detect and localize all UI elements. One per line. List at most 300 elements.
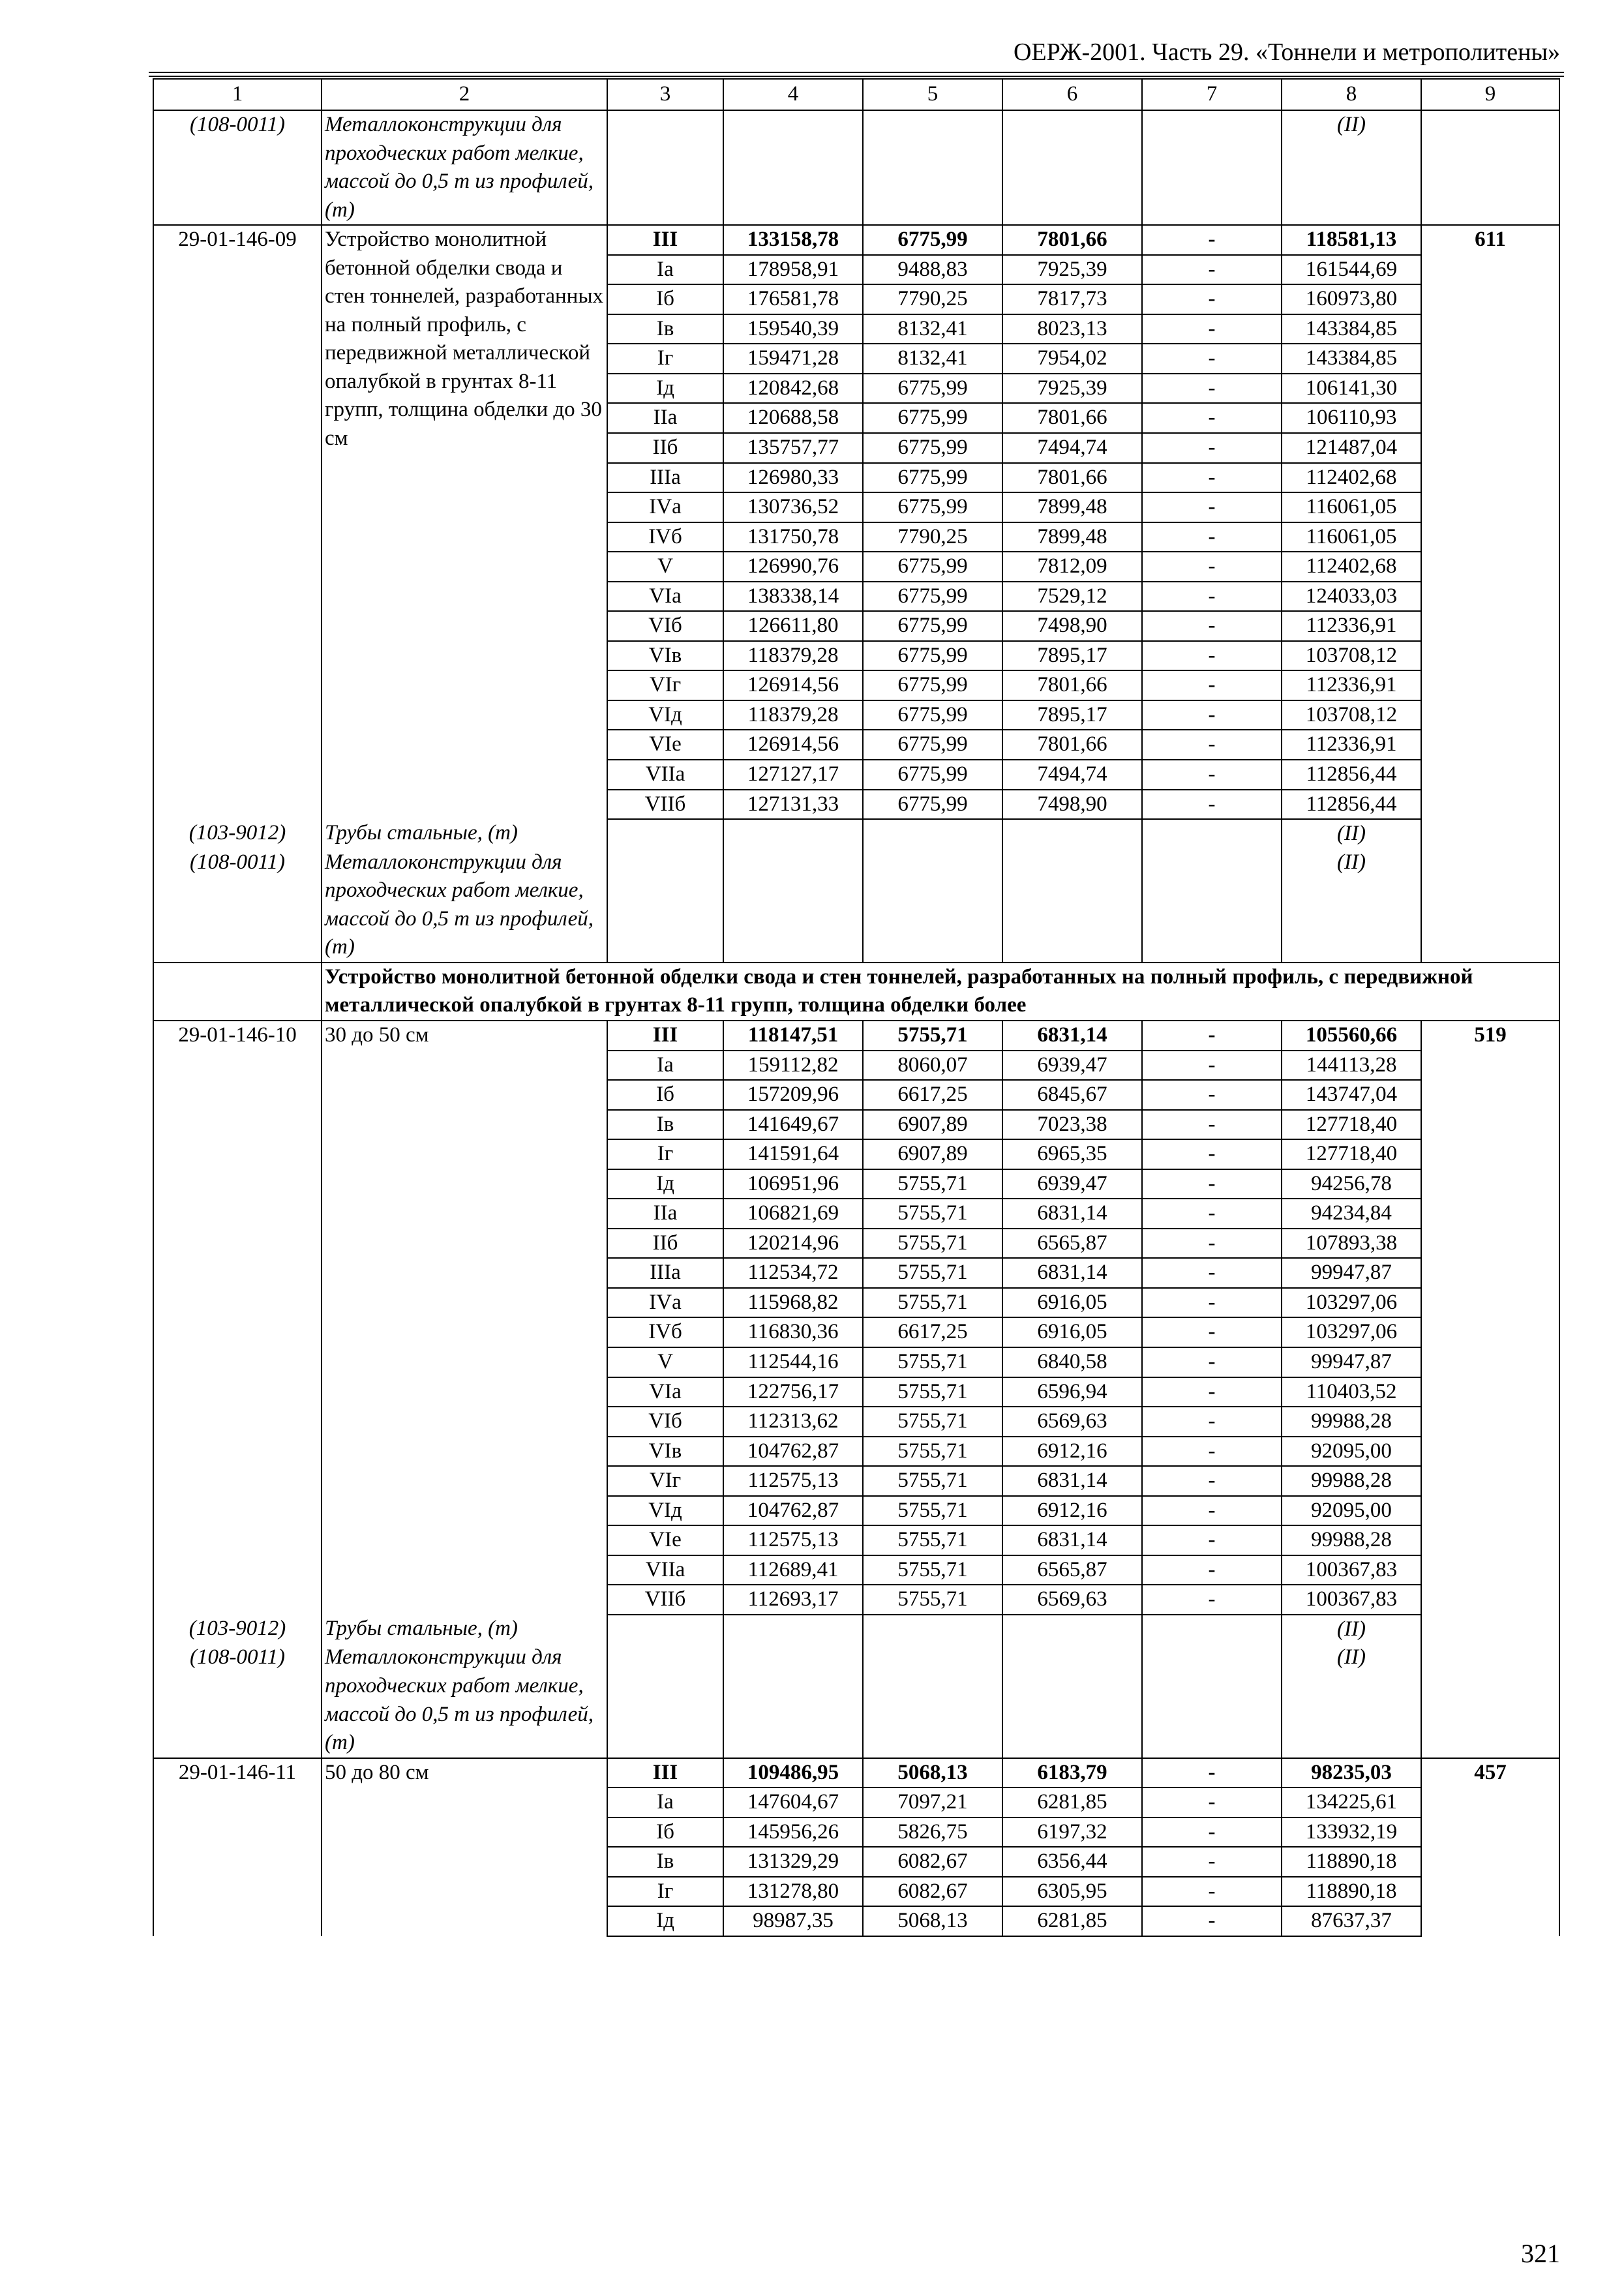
resource-row <box>153 848 1559 963</box>
wages: 6775,99 <box>863 433 1002 463</box>
materials-dash: - <box>1142 1877 1282 1907</box>
materials-dash: - <box>1142 611 1282 641</box>
wages: 6907,89 <box>863 1110 1002 1140</box>
wages: 5755,71 <box>863 1258 1002 1288</box>
materials: 103297,06 <box>1282 1317 1421 1347</box>
header-rule <box>149 76 1564 77</box>
total-cost: 104762,87 <box>723 1496 863 1526</box>
machines: 7529,12 <box>1002 582 1142 612</box>
total-cost: 130736,52 <box>723 492 863 522</box>
machines: 6912,16 <box>1002 1496 1142 1526</box>
resource-value: (II) <box>1282 848 1421 963</box>
total-cost: 157209,96 <box>723 1080 863 1110</box>
materials-dash: - <box>1142 641 1282 671</box>
column-number: 2 <box>322 79 607 110</box>
resource-description: Металлоконструкции для проходческих работ мелкие, массой до 0,5 т из профилей, (т) <box>322 1643 607 1758</box>
materials: 112402,68 <box>1282 463 1421 493</box>
wages: 6775,99 <box>863 730 1002 760</box>
wages: 5755,71 <box>863 1169 1002 1199</box>
wages: 5755,71 <box>863 1496 1002 1526</box>
materials-dash: - <box>1142 374 1282 404</box>
total-cost: 147604,67 <box>723 1788 863 1818</box>
region-zone: VIв <box>607 1437 723 1467</box>
page-header-title: ОЕРЖ-2001. Часть 29. «Тоннели и метрополитены» <box>1013 38 1560 66</box>
materials-dash: - <box>1142 1437 1282 1467</box>
wages: 5755,71 <box>863 1407 1002 1437</box>
total-cost: 126990,76 <box>723 552 863 582</box>
materials: 144113,28 <box>1282 1051 1421 1081</box>
materials: 100367,83 <box>1282 1585 1421 1615</box>
empty-cell <box>1421 1643 1559 1758</box>
materials: 87637,37 <box>1282 1906 1421 1936</box>
machines: 7817,73 <box>1002 284 1142 314</box>
total-cost: 127127,17 <box>723 760 863 790</box>
machines: 6965,35 <box>1002 1139 1142 1169</box>
machines: 6281,85 <box>1002 1906 1142 1936</box>
materials-dash: - <box>1142 700 1282 730</box>
empty-cell <box>607 1643 723 1758</box>
empty-cell <box>607 819 723 848</box>
empty-cell <box>1142 1615 1282 1644</box>
region-zone: VIд <box>607 700 723 730</box>
machines: 6831,14 <box>1002 1525 1142 1555</box>
machines: 7494,74 <box>1002 760 1142 790</box>
total-cost: 106821,69 <box>723 1199 863 1229</box>
total-cost: 159540,39 <box>723 314 863 344</box>
empty-cell <box>1002 1643 1142 1758</box>
wages: 6775,99 <box>863 582 1002 612</box>
norm-row <box>153 225 1559 255</box>
materials-dash: - <box>1142 1466 1282 1496</box>
resource-description: Трубы стальные, (т) <box>322 819 607 848</box>
total-cost: 109486,95 <box>723 1758 863 1788</box>
rate-description: 50 до 80 см <box>322 1758 607 1936</box>
total-cost: 178958,91 <box>723 255 863 285</box>
machines: 6569,63 <box>1002 1585 1142 1615</box>
region-zone: Iа <box>607 1788 723 1818</box>
column-number: 3 <box>607 79 723 110</box>
wages: 6775,99 <box>863 611 1002 641</box>
region-zone: IIб <box>607 433 723 463</box>
resource-row <box>153 110 1559 225</box>
machines: 6831,14 <box>1002 1199 1142 1229</box>
resource-value: (II) <box>1282 1615 1421 1644</box>
column-number: 9 <box>1421 79 1559 110</box>
region-zone: Iг <box>607 1877 723 1907</box>
materials: 99988,28 <box>1282 1466 1421 1496</box>
total-cost: 112544,16 <box>723 1347 863 1377</box>
total-cost: 118379,28 <box>723 700 863 730</box>
materials: 112336,91 <box>1282 670 1421 700</box>
wages: 5068,13 <box>863 1906 1002 1936</box>
wages: 6082,67 <box>863 1877 1002 1907</box>
machines: 6912,16 <box>1002 1437 1142 1467</box>
machines: 7895,17 <box>1002 641 1142 671</box>
wages: 6775,99 <box>863 552 1002 582</box>
total-cost: 135757,77 <box>723 433 863 463</box>
materials-dash: - <box>1142 1258 1282 1288</box>
materials: 94256,78 <box>1282 1169 1421 1199</box>
region-zone: V <box>607 1347 723 1377</box>
wages: 6617,25 <box>863 1317 1002 1347</box>
total-cost: 127131,33 <box>723 790 863 820</box>
materials: 116061,05 <box>1282 492 1421 522</box>
materials-dash: - <box>1142 463 1282 493</box>
region-zone: Iб <box>607 1818 723 1848</box>
materials: 143384,85 <box>1282 344 1421 374</box>
total-cost: 126914,56 <box>723 730 863 760</box>
empty-cell <box>723 1615 863 1644</box>
wages: 5755,71 <box>863 1377 1002 1407</box>
empty-cell <box>723 819 863 848</box>
materials-dash: - <box>1142 314 1282 344</box>
materials-dash: - <box>1142 730 1282 760</box>
region-zone: Iа <box>607 255 723 285</box>
region-zone: VIIб <box>607 1585 723 1615</box>
total-cost: 133158,78 <box>723 225 863 255</box>
region-zone: IIIа <box>607 463 723 493</box>
materials: 99988,28 <box>1282 1525 1421 1555</box>
region-zone: III <box>607 225 723 255</box>
materials-dash: - <box>1142 1585 1282 1615</box>
region-zone: IVб <box>607 1317 723 1347</box>
column-number: 4 <box>723 79 863 110</box>
materials: 121487,04 <box>1282 433 1421 463</box>
total-cost: 138338,14 <box>723 582 863 612</box>
region-zone: VIа <box>607 1377 723 1407</box>
machines: 7899,48 <box>1002 492 1142 522</box>
total-cost: 141591,64 <box>723 1139 863 1169</box>
machines: 6831,14 <box>1002 1466 1142 1496</box>
wages: 6775,99 <box>863 225 1002 255</box>
region-zone: VIе <box>607 730 723 760</box>
region-zone: IIб <box>607 1229 723 1259</box>
materials: 160973,80 <box>1282 284 1421 314</box>
region-zone: III <box>607 1021 723 1051</box>
total-cost: 118147,51 <box>723 1021 863 1051</box>
total-cost: 122756,17 <box>723 1377 863 1407</box>
region-zone: IVа <box>607 1288 723 1318</box>
total-cost: 112575,13 <box>723 1525 863 1555</box>
wages: 6617,25 <box>863 1080 1002 1110</box>
machines: 6565,87 <box>1002 1555 1142 1585</box>
column-number: 6 <box>1002 79 1142 110</box>
region-zone: Iд <box>607 1169 723 1199</box>
wages: 8132,41 <box>863 314 1002 344</box>
rate-code: 29-01-146-09 <box>153 225 322 819</box>
norms-table <box>153 78 1560 1937</box>
wages: 5755,71 <box>863 1288 1002 1318</box>
wages: 5755,71 <box>863 1199 1002 1229</box>
region-zone: Iд <box>607 1906 723 1936</box>
resource-value: (II) <box>1282 110 1421 225</box>
empty-cell <box>1142 819 1282 848</box>
materials: 103708,12 <box>1282 641 1421 671</box>
materials: 112336,91 <box>1282 730 1421 760</box>
region-zone: VIе <box>607 1525 723 1555</box>
column-number: 1 <box>153 79 322 110</box>
machines: 6845,67 <box>1002 1080 1142 1110</box>
empty-cell <box>1002 1615 1142 1644</box>
machines: 7801,66 <box>1002 225 1142 255</box>
empty-cell <box>723 1643 863 1758</box>
empty-cell <box>153 963 322 1021</box>
norm-row <box>153 1021 1559 1051</box>
resource-description: Металлоконструкции для проходческих работ мелкие, массой до 0,5 т из профилей, (т) <box>322 110 607 225</box>
resource-value: (II) <box>1282 819 1421 848</box>
region-zone: Iг <box>607 344 723 374</box>
total-cost: 112534,72 <box>723 1258 863 1288</box>
materials-dash: - <box>1142 1525 1282 1555</box>
materials-dash: - <box>1142 1199 1282 1229</box>
wages: 5755,71 <box>863 1555 1002 1585</box>
column-number: 8 <box>1282 79 1421 110</box>
region-zone: VIIа <box>607 760 723 790</box>
column-number: 5 <box>863 79 1002 110</box>
total-cost: 145956,26 <box>723 1818 863 1848</box>
materials-dash: - <box>1142 1021 1282 1051</box>
materials-dash: - <box>1142 522 1282 552</box>
materials-dash: - <box>1142 1407 1282 1437</box>
materials-dash: - <box>1142 1110 1282 1140</box>
machines: 7925,39 <box>1002 255 1142 285</box>
total-cost: 131278,80 <box>723 1877 863 1907</box>
total-cost: 159471,28 <box>723 344 863 374</box>
empty-cell <box>1421 848 1559 963</box>
materials: 112856,44 <box>1282 790 1421 820</box>
total-cost: 126611,80 <box>723 611 863 641</box>
machines: 6939,47 <box>1002 1051 1142 1081</box>
machines: 7494,74 <box>1002 433 1142 463</box>
materials: 105560,66 <box>1282 1021 1421 1051</box>
materials-dash: - <box>1142 403 1282 433</box>
wages: 6082,67 <box>863 1847 1002 1877</box>
materials: 118890,18 <box>1282 1877 1421 1907</box>
materials-dash: - <box>1142 760 1282 790</box>
wages: 6775,99 <box>863 790 1002 820</box>
materials: 118581,13 <box>1282 225 1421 255</box>
region-zone: IIа <box>607 1199 723 1229</box>
region-zone: IIа <box>607 403 723 433</box>
machines: 6197,32 <box>1002 1818 1142 1848</box>
machines: 7801,66 <box>1002 403 1142 433</box>
materials-dash: - <box>1142 1555 1282 1585</box>
total-cost: 120688,58 <box>723 403 863 433</box>
rate-code: 29-01-146-10 <box>153 1021 322 1615</box>
wages: 5755,71 <box>863 1466 1002 1496</box>
section-row <box>153 963 1559 1021</box>
resource-code: (103-9012) <box>153 819 322 848</box>
total-cost: 126980,33 <box>723 463 863 493</box>
empty-cell <box>607 848 723 963</box>
machines: 6840,58 <box>1002 1347 1142 1377</box>
materials-dash: - <box>1142 1818 1282 1848</box>
machines: 6939,47 <box>1002 1169 1142 1199</box>
total-cost: 116830,36 <box>723 1317 863 1347</box>
materials-dash: - <box>1142 1347 1282 1377</box>
total-cost: 112693,17 <box>723 1585 863 1615</box>
materials: 94234,84 <box>1282 1199 1421 1229</box>
total-cost: 115968,82 <box>723 1288 863 1318</box>
materials: 92095,00 <box>1282 1437 1421 1467</box>
materials: 124033,03 <box>1282 582 1421 612</box>
materials-dash: - <box>1142 1758 1282 1788</box>
machines: 6356,44 <box>1002 1847 1142 1877</box>
total-cost: 106951,96 <box>723 1169 863 1199</box>
region-zone: Iд <box>607 374 723 404</box>
materials: 98235,03 <box>1282 1758 1421 1788</box>
column-number-row <box>153 79 1559 110</box>
machines: 7498,90 <box>1002 790 1142 820</box>
wages: 6775,99 <box>863 492 1002 522</box>
region-zone: VIб <box>607 611 723 641</box>
wages: 6775,99 <box>863 700 1002 730</box>
materials-dash: - <box>1142 1788 1282 1818</box>
wages: 6775,99 <box>863 374 1002 404</box>
materials: 110403,52 <box>1282 1377 1421 1407</box>
empty-cell <box>863 848 1002 963</box>
empty-cell <box>1142 848 1282 963</box>
region-zone: IIIа <box>607 1258 723 1288</box>
total-cost: 126914,56 <box>723 670 863 700</box>
total-cost: 112313,62 <box>723 1407 863 1437</box>
region-zone: VIIа <box>607 1555 723 1585</box>
machines: 6281,85 <box>1002 1788 1142 1818</box>
wages: 8132,41 <box>863 344 1002 374</box>
labor-cost: 457 <box>1421 1758 1559 1936</box>
rate-description: Устройство монолитной бетонной обделки свода и стен тоннелей, разработанных на полный профиль, с передвижной металлической опалубкой в грунтах 8-11 групп, толщина обделки до 30 см <box>322 225 607 819</box>
machines: 6305,95 <box>1002 1877 1142 1907</box>
machines: 8023,13 <box>1002 314 1142 344</box>
materials: 107893,38 <box>1282 1229 1421 1259</box>
wages: 6907,89 <box>863 1139 1002 1169</box>
materials-dash: - <box>1142 1288 1282 1318</box>
materials-dash: - <box>1142 1317 1282 1347</box>
materials-dash: - <box>1142 1906 1282 1936</box>
wages: 9488,83 <box>863 255 1002 285</box>
empty-cell <box>1421 1615 1559 1644</box>
machines: 6916,05 <box>1002 1317 1142 1347</box>
empty-cell <box>1002 848 1142 963</box>
wages: 6775,99 <box>863 463 1002 493</box>
total-cost: 176581,78 <box>723 284 863 314</box>
total-cost: 104762,87 <box>723 1437 863 1467</box>
materials: 127718,40 <box>1282 1139 1421 1169</box>
materials-dash: - <box>1142 1496 1282 1526</box>
machines: 6831,14 <box>1002 1021 1142 1051</box>
region-zone: IVб <box>607 522 723 552</box>
materials: 100367,83 <box>1282 1555 1421 1585</box>
wages: 5755,71 <box>863 1021 1002 1051</box>
machines: 7023,38 <box>1002 1110 1142 1140</box>
resource-code: (103-9012) <box>153 1615 322 1644</box>
machines: 6183,79 <box>1002 1758 1142 1788</box>
empty-cell <box>607 1615 723 1644</box>
wages: 5755,71 <box>863 1229 1002 1259</box>
materials-dash: - <box>1142 225 1282 255</box>
materials-dash: - <box>1142 492 1282 522</box>
wages: 5826,75 <box>863 1818 1002 1848</box>
labor-cost: 611 <box>1421 225 1559 819</box>
materials: 112402,68 <box>1282 552 1421 582</box>
materials: 161544,69 <box>1282 255 1421 285</box>
resource-row <box>153 819 1559 848</box>
region-zone: VIIб <box>607 790 723 820</box>
rate-code: 29-01-146-11 <box>153 1758 322 1936</box>
region-zone: V <box>607 552 723 582</box>
machines: 6565,87 <box>1002 1229 1142 1259</box>
machines: 7812,09 <box>1002 552 1142 582</box>
column-number: 7 <box>1142 79 1282 110</box>
machines: 7801,66 <box>1002 670 1142 700</box>
page-number: 321 <box>1521 2239 1560 2268</box>
resource-description: Трубы стальные, (т) <box>322 1615 607 1644</box>
empty-cell <box>1421 819 1559 848</box>
resource-code: (108-0011) <box>153 110 322 225</box>
region-zone: III <box>607 1758 723 1788</box>
wages: 5755,71 <box>863 1437 1002 1467</box>
materials: 133932,19 <box>1282 1818 1421 1848</box>
region-zone: Iа <box>607 1051 723 1081</box>
total-cost: 120214,96 <box>723 1229 863 1259</box>
materials: 118890,18 <box>1282 1847 1421 1877</box>
resource-code: (108-0011) <box>153 848 322 963</box>
header-rule <box>149 72 1564 73</box>
wages: 5755,71 <box>863 1585 1002 1615</box>
region-zone: Iв <box>607 1110 723 1140</box>
empty-cell <box>723 848 863 963</box>
region-zone: Iв <box>607 1847 723 1877</box>
region-zone: Iв <box>607 314 723 344</box>
wages: 7097,21 <box>863 1788 1002 1818</box>
materials-dash: - <box>1142 1229 1282 1259</box>
total-cost: 131750,78 <box>723 522 863 552</box>
materials: 103708,12 <box>1282 700 1421 730</box>
materials-dash: - <box>1142 1139 1282 1169</box>
materials-dash: - <box>1142 255 1282 285</box>
materials: 99947,87 <box>1282 1347 1421 1377</box>
materials: 127718,40 <box>1282 1110 1421 1140</box>
materials: 103297,06 <box>1282 1288 1421 1318</box>
total-cost: 112575,13 <box>723 1466 863 1496</box>
wages: 8060,07 <box>863 1051 1002 1081</box>
machines: 6569,63 <box>1002 1407 1142 1437</box>
materials: 112856,44 <box>1282 760 1421 790</box>
labor-cost: 519 <box>1421 1021 1559 1615</box>
materials-dash: - <box>1142 344 1282 374</box>
total-cost: 159112,82 <box>723 1051 863 1081</box>
empty-cell <box>863 1643 1002 1758</box>
resource-code: (108-0011) <box>153 1643 322 1758</box>
materials: 99947,87 <box>1282 1258 1421 1288</box>
region-zone: VIг <box>607 1466 723 1496</box>
materials: 92095,00 <box>1282 1496 1421 1526</box>
materials-dash: - <box>1142 552 1282 582</box>
resource-row <box>153 1643 1559 1758</box>
materials-dash: - <box>1142 284 1282 314</box>
region-zone: IVа <box>607 492 723 522</box>
region-zone: Iб <box>607 284 723 314</box>
machines: 7925,39 <box>1002 374 1142 404</box>
materials: 106141,30 <box>1282 374 1421 404</box>
resource-description: Металлоконструкции для проходческих работ мелкие, массой до 0,5 т из профилей, (т) <box>322 848 607 963</box>
total-cost: 98987,35 <box>723 1906 863 1936</box>
materials: 99988,28 <box>1282 1407 1421 1437</box>
wages: 5755,71 <box>863 1347 1002 1377</box>
materials-dash: - <box>1142 1377 1282 1407</box>
materials: 112336,91 <box>1282 611 1421 641</box>
region-zone: VIг <box>607 670 723 700</box>
